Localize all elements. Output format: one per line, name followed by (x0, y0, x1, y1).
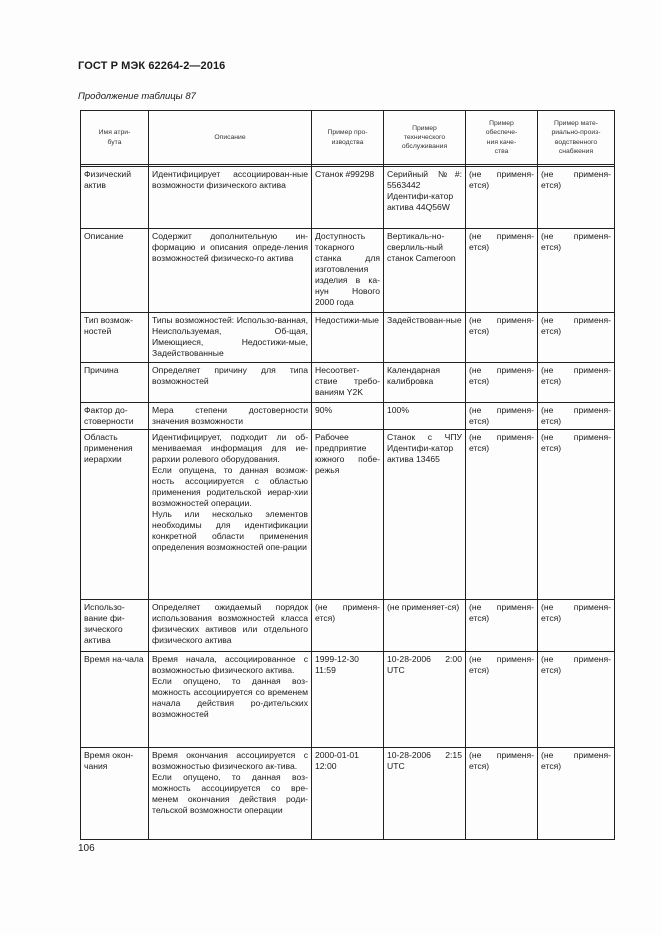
table-cell: (не применя-ется) (538, 313, 615, 363)
table-cell: (не применя-ется) (538, 167, 615, 229)
table-cell: Календарная калибровка (384, 363, 466, 403)
table-cell: Время окон-чания (81, 748, 149, 840)
column-header: Имя атри- бута (81, 111, 149, 165)
column-header: Описание (149, 111, 312, 165)
table-cell: 10-28-2006 2:15 UTC (384, 748, 466, 840)
table-cell: Использо-вание фи-зического актива (81, 600, 149, 652)
column-header: Пример про- изводства (312, 111, 384, 165)
table-cell: Несоответ-ствие требо-ваниям Y2K (312, 363, 384, 403)
table-cell: (не применя-ется) (538, 600, 615, 652)
table-cell: (не применя-ется) (312, 600, 384, 652)
table-cell: (не применя-ется) (538, 363, 615, 403)
table-cell: Доступность токарного станка для изготовления изделия в ка-нун Нового 2000 года (312, 229, 384, 313)
table-cell: Недостижи-мые (312, 313, 384, 363)
table-cell: (не применя-ется) (538, 652, 615, 748)
table-cell: (не применя-ется) (538, 430, 615, 600)
table-row (81, 363, 615, 403)
table-row (81, 652, 615, 748)
table-cell: 10-28-2006 2:00 UTC (384, 652, 466, 748)
table-cell: Определяет ожидаемый порядок использования возможностей класса физических активов или отдельного физического актива (149, 600, 312, 652)
table-row (81, 748, 615, 840)
table-cell: (не применяет-ся) (384, 600, 466, 652)
table-cell: Время начала, ассоциированное с возможностью физического актива. Если опущено, то данная воз-можность ассоциируется со временем начала действия ро-дительских возможностей (149, 652, 312, 748)
page-number: 106 (78, 843, 95, 854)
table-continuation-label: Продолжение таблицы 87 (78, 91, 196, 102)
table-cell: 1999-12-30 11:59 (312, 652, 384, 748)
table-cell: Содержит дополнительную ин-формацию и описания опреде-ления возможностей физическо-го актива (149, 229, 312, 313)
table-cell: Физический актив (81, 167, 149, 229)
table-row (81, 167, 615, 229)
table-row (81, 229, 615, 313)
table-cell: (не применя-ется) (538, 403, 615, 430)
table-cell: (не применя-ется) (466, 313, 538, 363)
table-cell: Причина (81, 363, 149, 403)
table-cell: Тип возмож-ностей (81, 313, 149, 363)
table-cell: (не применя-ется) (466, 403, 538, 430)
attributes-table (80, 110, 615, 840)
table-body (81, 165, 615, 840)
table-cell: Рабочее предприятие южного побе-режья (312, 430, 384, 600)
table-cell: (не применя-ется) (538, 229, 615, 313)
table-cell: (не применя-ется) (466, 229, 538, 313)
table-cell: (не применя-ется) (466, 600, 538, 652)
table-cell: (не применя-ется) (466, 748, 538, 840)
table-cell: 100% (384, 403, 466, 430)
table-cell: Серийный №#: 5563442 Идентифи-катор актива 44Q56W (384, 167, 466, 229)
table-cell: Идентифицирует ассоциирован-ные возможности физического актива (149, 167, 312, 229)
table-cell: Идентифицирует, подходит ли об-мениваемая информация для ие-рархии ролевого оборудования. Если опущена, то данная возмож-ность ассоциируется с областью применения родительской иерар-хии возможностей операции. Нуль или несколько элементов необходимы для идентификации конкретной области применения определения возможностей опе-рации (149, 430, 312, 600)
table-cell: Станок с ЧПУ Идентифи-катор актива 13465 (384, 430, 466, 600)
column-header: Пример технического обслуживания (384, 111, 466, 165)
table-header-row (81, 111, 615, 165)
table-cell: Время на-чала (81, 652, 149, 748)
table-cell: Типы возможностей: Использо-ванная, Неиспользуемая, Об-щая, Имеющиеся, Недостижи-мые, Задействованные (149, 313, 312, 363)
table-cell: Мера степени достоверности значения возможности (149, 403, 312, 430)
table-cell: (не применя-ется) (466, 363, 538, 403)
table-cell: Время окончания ассоциируется с возможностью физического ак-тива. Если опущено, то данная воз-можность ассоциируется со вре-менем окончания действия роди-тельской возможности операции (149, 748, 312, 840)
table-row (81, 403, 615, 430)
table-cell: Область применения иерархии (81, 430, 149, 600)
table-cell: (не применя-ется) (466, 430, 538, 600)
table-cell: Описание (81, 229, 149, 313)
table-cell: Вертикаль-но-сверлиль-ный станок Cameroon (384, 229, 466, 313)
table-cell: Станок #99298 (312, 167, 384, 229)
table-cell: Определяет причину для типа возможностей (149, 363, 312, 403)
table-cell: Фактор до-стоверности (81, 403, 149, 430)
table-cell: (не применя-ется) (466, 652, 538, 748)
table-cell: (не применя-ется) (466, 167, 538, 229)
table-row (81, 600, 615, 652)
table-cell: (не применя-ется) (538, 748, 615, 840)
table-row (81, 430, 615, 600)
table-row (81, 313, 615, 363)
table-cell: 90% (312, 403, 384, 430)
document-title: ГОСТ Р МЭК 62264-2—2016 (78, 60, 226, 72)
table-cell: Задействован-ные (384, 313, 466, 363)
table-cell: 2000-01-01 12:00 (312, 748, 384, 840)
column-header: Пример мате- риально-произ- водственного снабжения (538, 111, 615, 165)
column-header: Пример обеспече- ния каче- ства (466, 111, 538, 165)
